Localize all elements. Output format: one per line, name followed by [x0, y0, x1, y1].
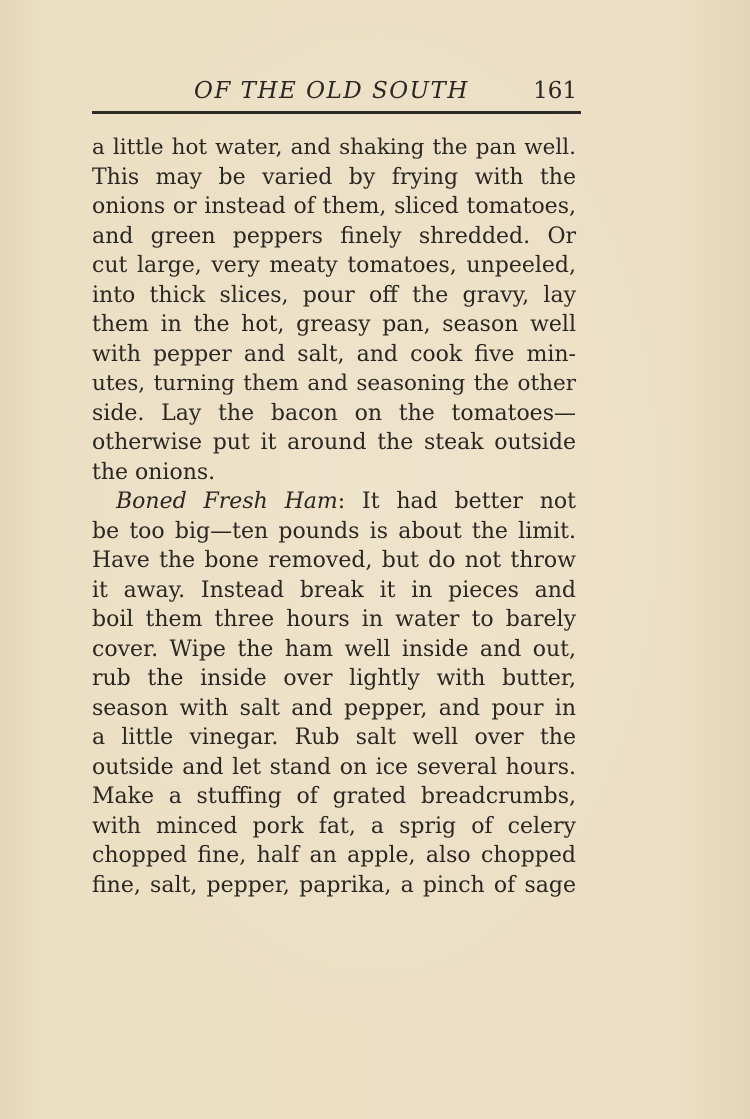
- text-line: utes, turning them and seasoning the other: [92, 371, 576, 396]
- text-line: outside and let stand on ice several hours.: [92, 754, 576, 780]
- text-line: Have the bone removed, but do not throw: [92, 548, 576, 573]
- text-line: onions or instead of them, sliced tomatoes,: [92, 194, 576, 219]
- recipe-first-line-text: : It had better not: [337, 489, 577, 514]
- running-title: OF THE OLD SOUTH: [194, 78, 469, 104]
- text-line: Make a stuffing of grated breadcrumbs,: [92, 784, 576, 809]
- text-line: season with salt and pepper, and pour in: [92, 695, 576, 721]
- header-rule: [92, 111, 581, 114]
- text-line: the onions.: [92, 459, 216, 485]
- body-text: [92, 133, 576, 900]
- text-line: fine, salt, pepper, paprika, a pinch of sage: [92, 872, 576, 898]
- text-line: boil them three hours in water to barely: [92, 607, 576, 632]
- text-line: chopped fine, half an apple, also chopped: [92, 843, 576, 868]
- text-line: into thick slices, pour off the gravy, lay: [92, 282, 576, 308]
- page-number: 161: [533, 78, 577, 104]
- text-line: a little vinegar. Rub salt well over the: [92, 725, 576, 750]
- text-line: and green peppers finely shredded. Or: [92, 223, 576, 249]
- text-line: rub the inside over lightly with butter,: [92, 666, 576, 691]
- text-line: it away. Instead break it in pieces and: [92, 577, 576, 603]
- text-line: be too big—ten pounds is about the limit.: [92, 518, 576, 544]
- text-line: side. Lay the bacon on the tomatoes—: [92, 400, 576, 426]
- text-line: a little hot water, and shaking the pan well.: [92, 135, 576, 160]
- page-header: [92, 72, 579, 112]
- text-line: with minced pork fat, a sprig of celery: [92, 813, 576, 839]
- text-line: This may be varied by frying with the: [92, 164, 576, 190]
- text-line: cut large, very meaty tomatoes, unpeeled,: [92, 253, 576, 278]
- text-line: with pepper and salt, and cook five min-: [92, 341, 576, 367]
- text-line: cover. Wipe the ham well inside and out,: [92, 636, 576, 662]
- text-line: otherwise put it around the steak outside: [92, 430, 576, 455]
- text-line: them in the hot, greasy pan, season well: [92, 312, 576, 337]
- recipe-title: Boned Fresh Ham: [116, 489, 338, 514]
- recipe-first-line: [92, 487, 576, 517]
